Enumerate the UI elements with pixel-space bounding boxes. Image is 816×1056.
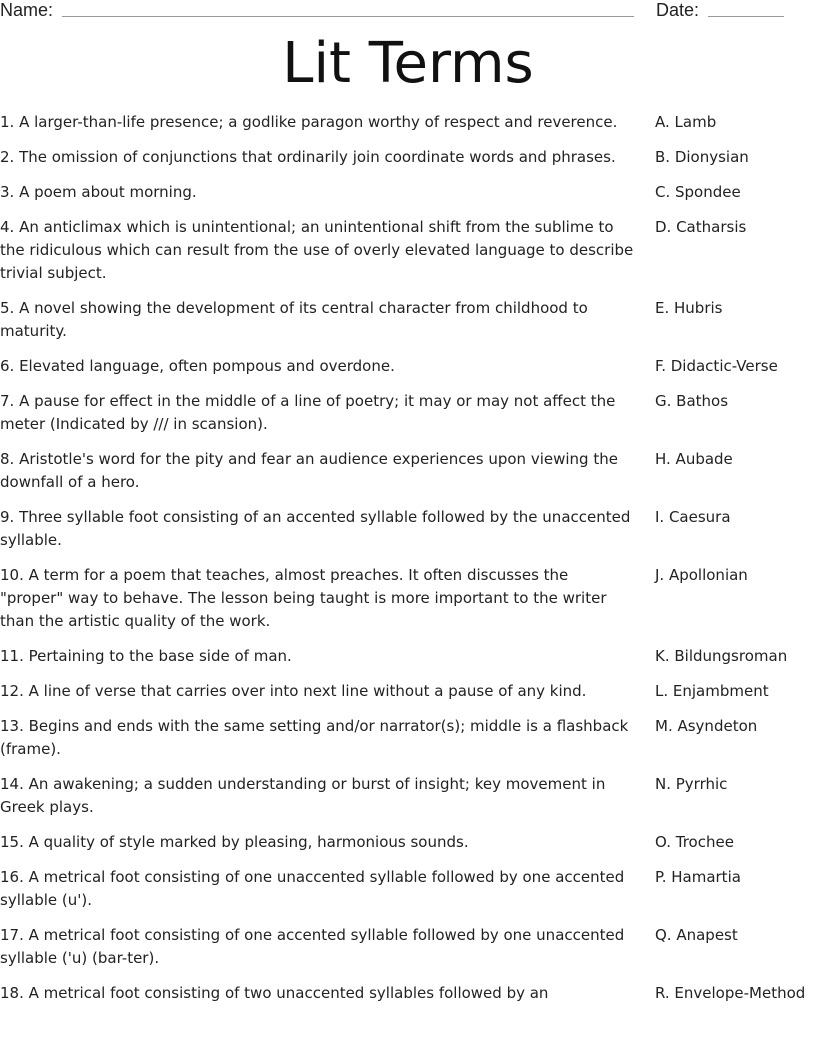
term-option: J. Apollonian bbox=[655, 566, 748, 584]
matching-row bbox=[0, 111, 816, 134]
matching-row bbox=[0, 645, 816, 668]
matching-row bbox=[0, 564, 816, 633]
term-option: M. Asyndeton bbox=[655, 717, 758, 735]
definition-text: 17. A metrical foot consisting of one accented syllable followed by one unaccented syllable ('u) (bar-ter). bbox=[0, 926, 625, 967]
term-option: I. Caesura bbox=[655, 508, 731, 526]
term-option: A. Lamb bbox=[655, 113, 717, 131]
term-option: Q. Anapest bbox=[655, 926, 738, 944]
term-option: N. Pyrrhic bbox=[655, 775, 728, 793]
matching-row bbox=[0, 715, 816, 761]
matching-row bbox=[0, 355, 816, 378]
name-label: Name: bbox=[0, 0, 54, 20]
header-row bbox=[0, 0, 816, 24]
matching-row bbox=[0, 146, 816, 169]
term-option: E. Hubris bbox=[655, 299, 723, 317]
matching-row bbox=[0, 390, 816, 436]
term-option: F. Didactic-Verse bbox=[655, 357, 778, 375]
term-option: B. Dionysian bbox=[655, 148, 749, 166]
definition-text: 7. A pause for effect in the middle of a line of poetry; it may or may not affect the meter (Indicated by /// in scansion). bbox=[0, 392, 616, 433]
term-option: L. Enjambment bbox=[655, 682, 769, 700]
definition-text: 2. The omission of conjunctions that ordinarily join coordinate words and phrases. bbox=[0, 148, 616, 166]
matching-row bbox=[0, 181, 816, 204]
date-field-line[interactable] bbox=[708, 16, 784, 17]
matching-row bbox=[0, 506, 816, 552]
definition-text: 10. A term for a poem that teaches, almost preaches. It often discusses the "proper" way to behave. The lesson being taught is more important to the writer than the artistic quality of the work. bbox=[0, 566, 607, 630]
definition-text: 11. Pertaining to the base side of man. bbox=[0, 647, 292, 665]
matching-row bbox=[0, 866, 816, 912]
definition-text: 5. A novel showing the development of its central character from childhood to maturity. bbox=[0, 299, 588, 340]
definition-text: 9. Three syllable foot consisting of an accented syllable followed by the unaccented syllable. bbox=[0, 508, 631, 549]
definition-text: 16. A metrical foot consisting of one unaccented syllable followed by one accented syllable (u'). bbox=[0, 868, 625, 909]
matching-row bbox=[0, 216, 816, 285]
matching-row bbox=[0, 982, 816, 1005]
matching-row bbox=[0, 448, 816, 494]
term-option: O. Trochee bbox=[655, 833, 734, 851]
term-option: H. Aubade bbox=[655, 450, 733, 468]
date-label: Date: bbox=[656, 0, 700, 20]
term-option: C. Spondee bbox=[655, 183, 741, 201]
term-option: G. Bathos bbox=[655, 392, 729, 410]
term-option: D. Catharsis bbox=[655, 218, 747, 236]
definition-text: 1. A larger-than-life presence; a godlike paragon worthy of respect and reverence. bbox=[0, 113, 618, 131]
definition-text: 12. A line of verse that carries over into next line without a pause of any kind. bbox=[0, 682, 587, 700]
term-option: P. Hamartia bbox=[655, 868, 741, 886]
matching-row bbox=[0, 680, 816, 703]
matching-row bbox=[0, 297, 816, 343]
term-option: R. Envelope-Method bbox=[655, 984, 806, 1002]
definition-text: 3. A poem about morning. bbox=[0, 183, 197, 201]
page-title: Lit Terms bbox=[282, 31, 534, 96]
term-option: K. Bildungsroman bbox=[655, 647, 788, 665]
definition-text: 15. A quality of style marked by pleasing, harmonious sounds. bbox=[0, 833, 469, 851]
definition-text: 18. A metrical foot consisting of two unaccented syllables followed by an bbox=[0, 984, 549, 1002]
matching-row bbox=[0, 924, 816, 970]
matching-row bbox=[0, 773, 816, 819]
name-field-line[interactable] bbox=[62, 16, 634, 17]
definition-text: 6. Elevated language, often pompous and overdone. bbox=[0, 357, 395, 375]
matching-list bbox=[0, 111, 816, 1017]
definition-text: 8. Aristotle's word for the pity and fear an audience experiences upon viewing the downfall of a hero. bbox=[0, 450, 618, 491]
definition-text: 14. An awakening; a sudden understanding or burst of insight; key movement in Greek plays. bbox=[0, 775, 606, 816]
definition-text: 4. An anticlimax which is unintentional; an unintentional shift from the sublime to the ridiculous which can result from the use of overly elevated language to describe trivial subject. bbox=[0, 218, 634, 282]
definition-text: 13. Begins and ends with the same setting and/or narrator(s); middle is a flashback (frame). bbox=[0, 717, 629, 758]
matching-row bbox=[0, 831, 816, 854]
